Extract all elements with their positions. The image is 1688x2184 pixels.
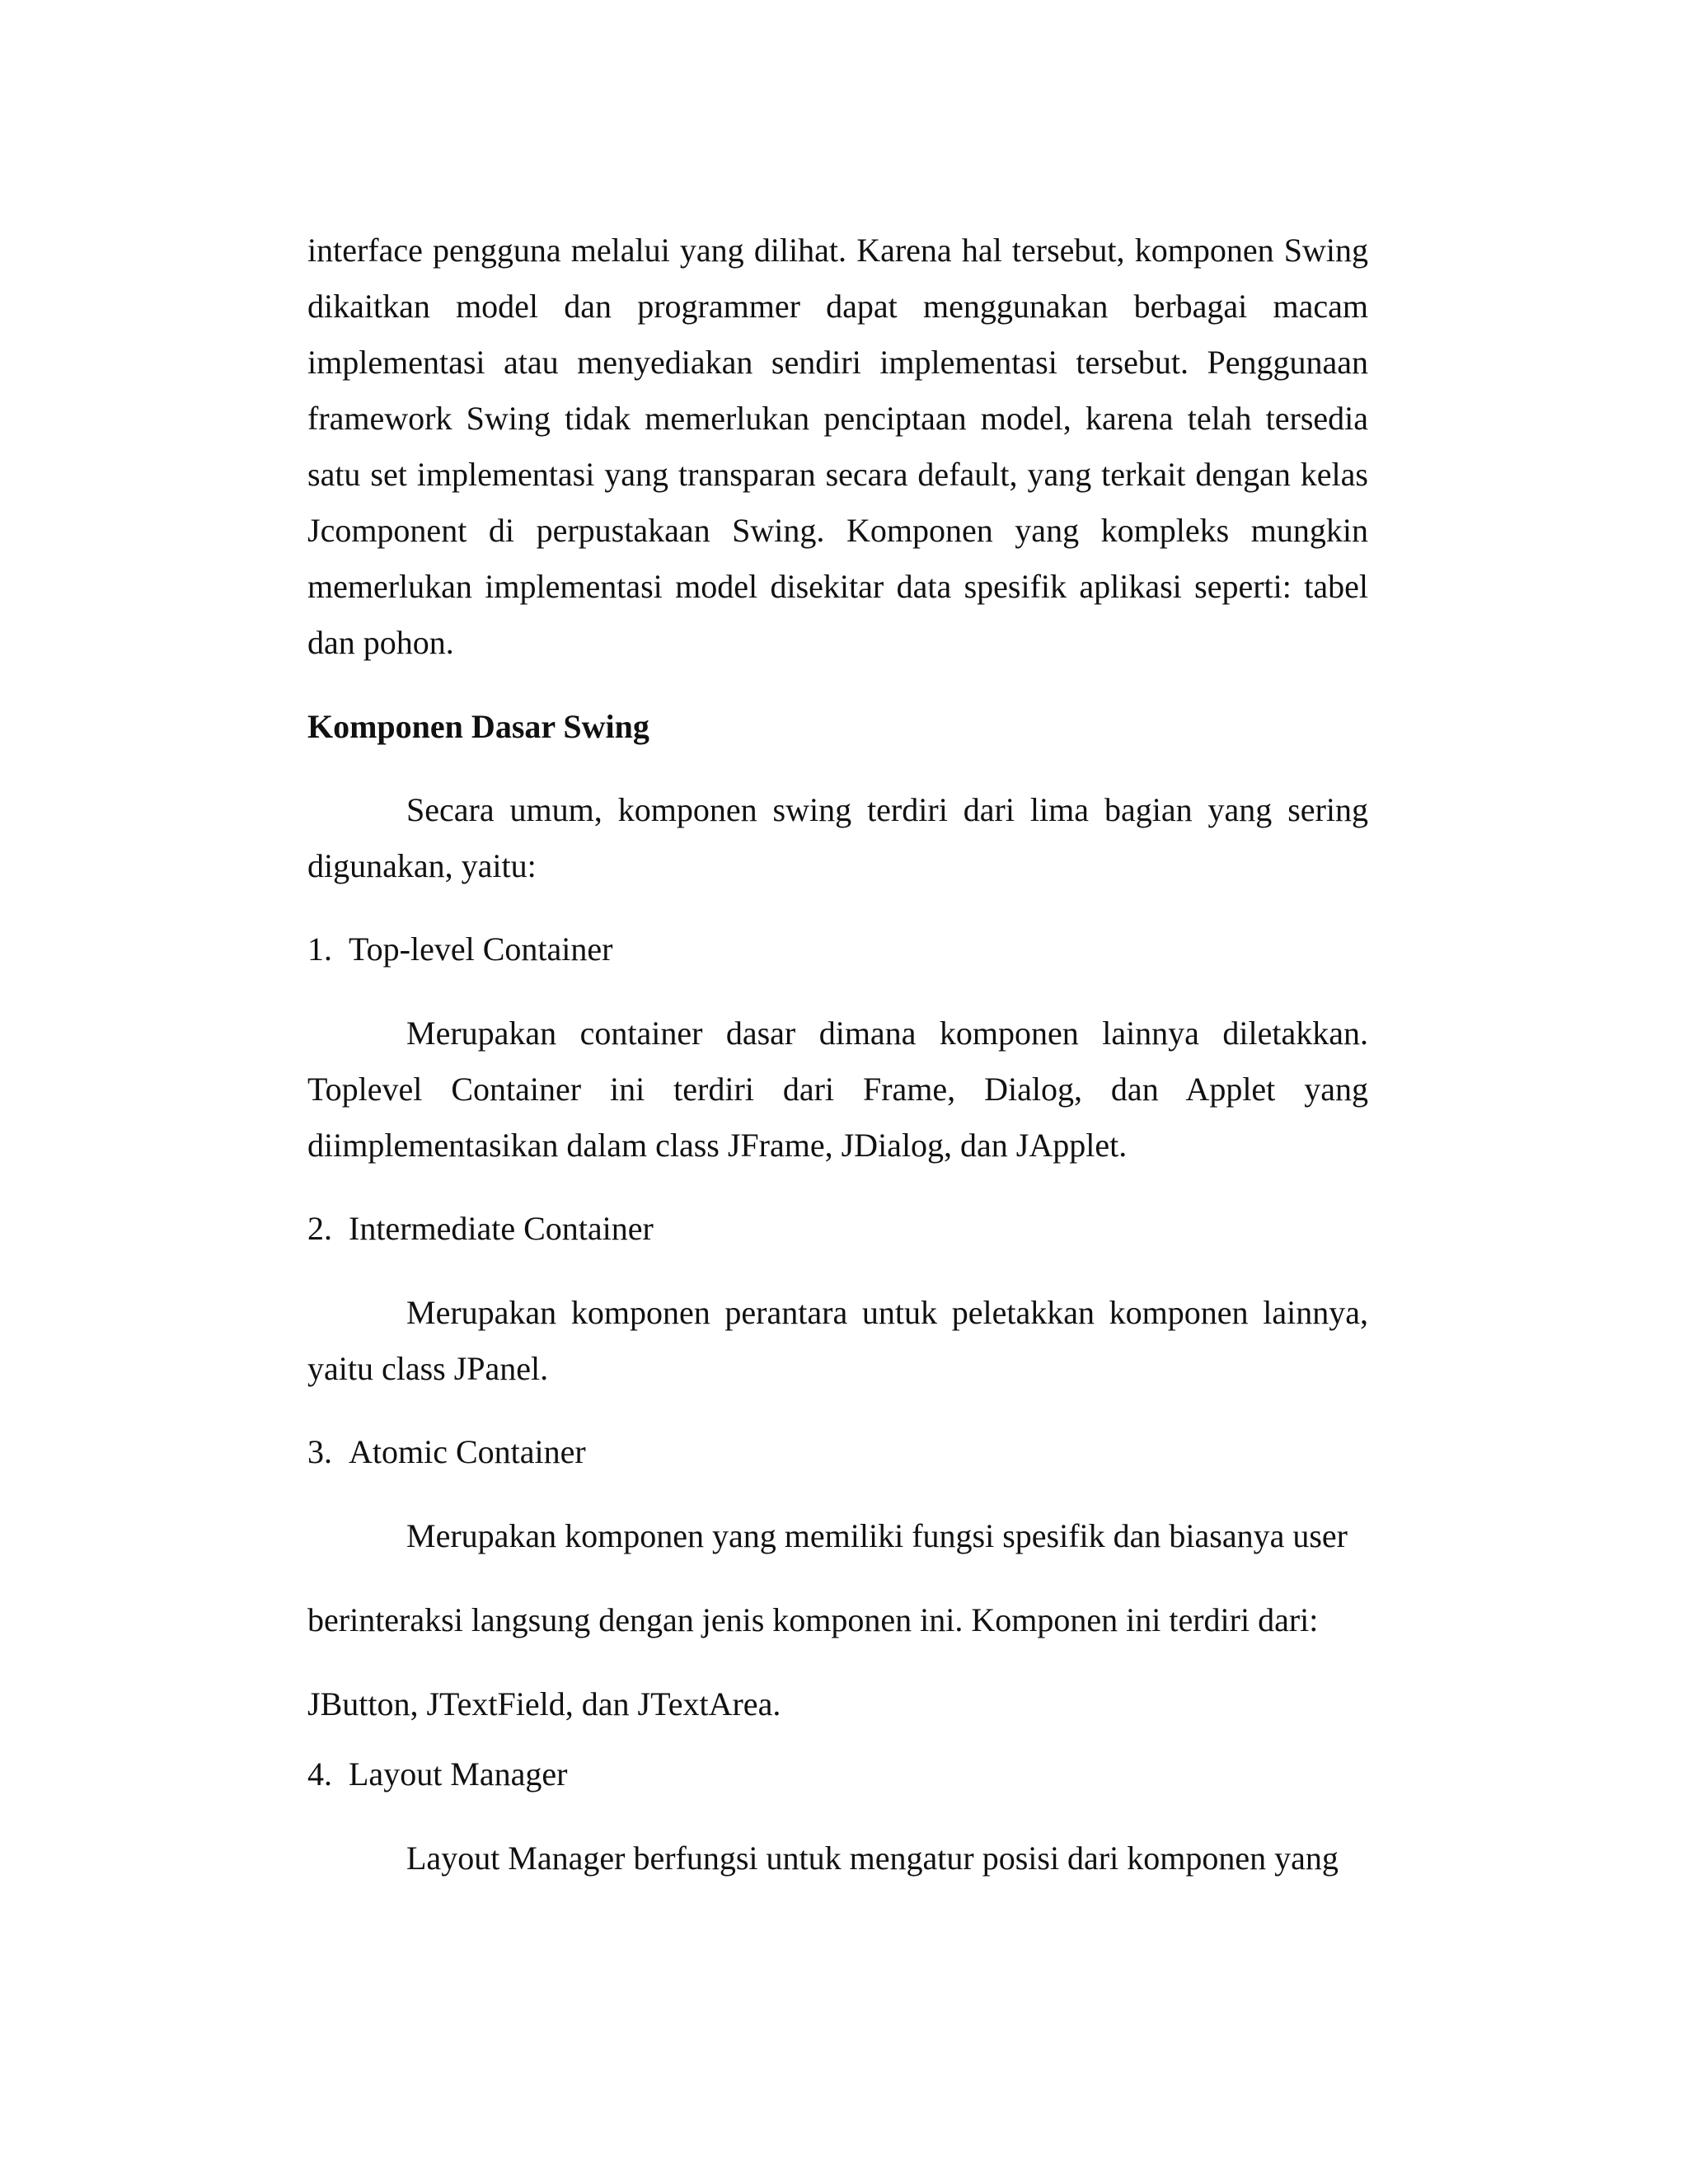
list-item-3-body-line-3: JButton, JTextField, dan JTextArea. — [307, 1685, 781, 1722]
section-intro-paragraph: Secara umum, komponen swing terdiri dari lima bagian yang sering digunakan, yaitu: — [307, 791, 1368, 884]
list-item-2-number: 2. — [307, 1210, 332, 1247]
list-item-3 — [307, 1424, 1368, 1480]
list-item-4-body: Layout Manager berfungsi untuk mengatur posisi dari komponen yang — [406, 1840, 1339, 1877]
list-item-4-title: Layout Manager — [349, 1755, 568, 1793]
list-item-4 — [307, 1746, 1368, 1802]
list-item-2 — [307, 1201, 1368, 1257]
list-item-3-title: Atomic Container — [349, 1433, 586, 1470]
intro-paragraph: interface pengguna melalui yang dilihat. Karena hal tersebut, komponen Swing dikaitkan model dan programmer dapat menggunakan berbagai macam implementasi atau menyediakan sendiri implementasi tersebut. Penggunaan framework Swing tidak memerlukan penciptaan model, karena telah tersedia satu set implementasi yang transparan secara default, yang terkait dengan kelas Jcomponent di perpustakaan Swing. Komponen yang kompleks mungkin memerlukan implementasi model disekitar data spesifik aplikasi seperti: tabel dan pohon. — [307, 232, 1368, 661]
list-item-1-number: 1. — [307, 930, 332, 968]
list-item-3-number: 3. — [307, 1433, 332, 1470]
list-item-1 — [307, 921, 1368, 977]
list-item-4-number: 4. — [307, 1755, 332, 1793]
list-item-3-body-line-1: Merupakan komponen yang memiliki fungsi spesifik dan biasanya user — [406, 1517, 1348, 1554]
list-item-3-body-line-2: berinteraksi langsung dengan jenis komponen ini. Komponen ini terdiri dari: — [307, 1601, 1319, 1638]
list-item-2-title: Intermediate Container — [349, 1210, 654, 1247]
list-item-1-body: Merupakan container dasar dimana komponen lainnya diletakkan. Toplevel Container ini terdiri dari Frame, Dialog, dan Applet yang diimplementasikan dalam class JFrame, JDialog, dan JApplet. — [307, 1015, 1368, 1164]
list-item-3-body — [307, 1494, 1368, 1746]
list-item-1-title: Top-level Container — [349, 930, 613, 968]
document-page — [307, 223, 1368, 1886]
list-item-2-body: Merupakan komponen perantara untuk peletakkan komponen lainnya, yaitu class JPanel. — [307, 1294, 1368, 1387]
section-heading: Komponen Dasar Swing — [307, 708, 649, 745]
